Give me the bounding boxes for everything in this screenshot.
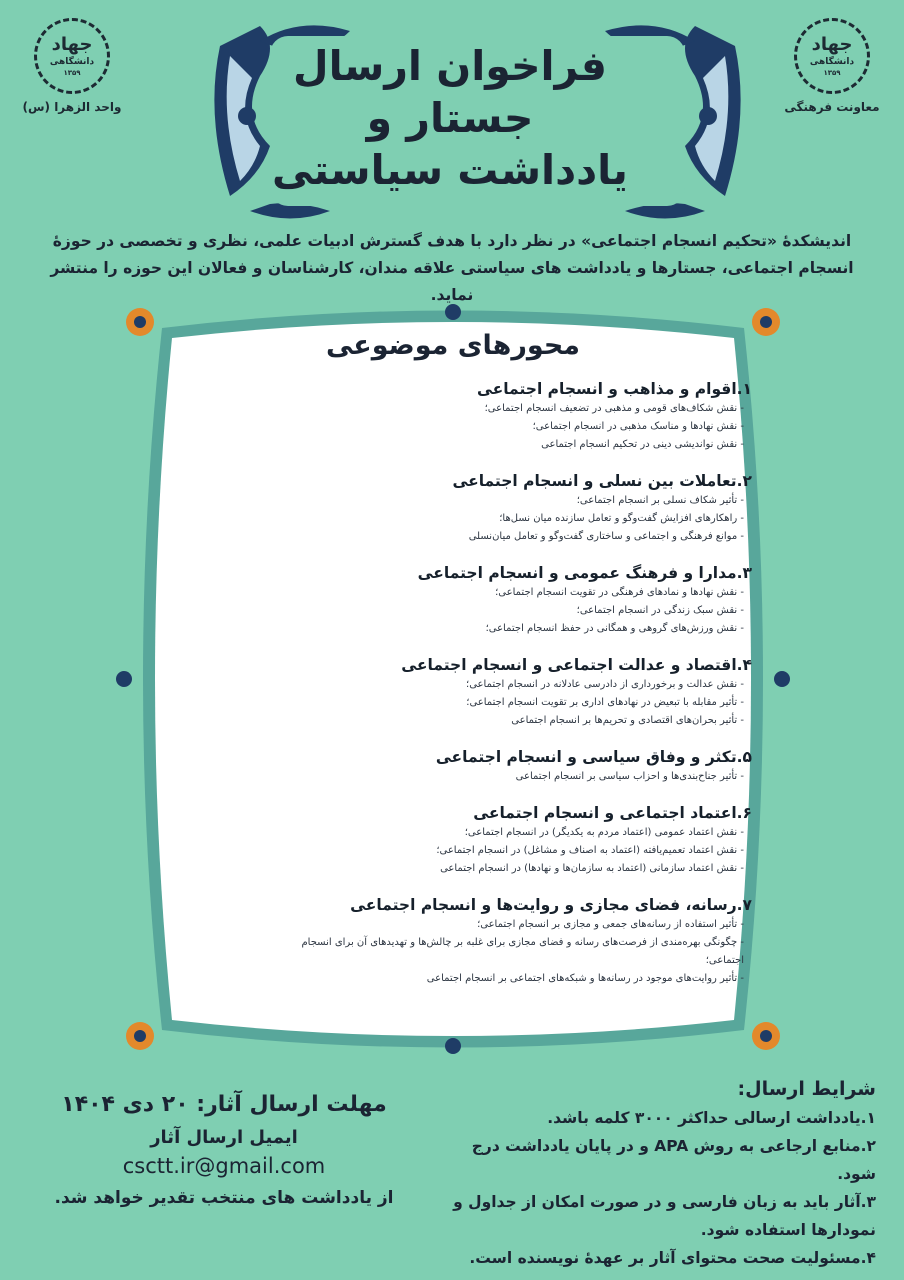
- appreciation-note: از یادداشت های منتخب تقدیر خواهد شد.: [54, 1188, 394, 1208]
- topic-item: - نقش اعتماد سازمانی (اعتماد به سازمان‌ها و نهادها) در انسجام اجتماعی: [282, 860, 752, 878]
- seal-year: ۱۳۵۹: [823, 68, 841, 77]
- jahad-seal-icon: [34, 18, 110, 94]
- topic-heading: ۶.اعتماد اجتماعی و انسجام اجتماعی: [473, 804, 752, 822]
- logo-right: [782, 18, 882, 114]
- conditions-title: شرایط ارسال:: [737, 1078, 876, 1100]
- topic-item: - نقش نواندیشی دینی در تحکیم انسجام اجتماعی: [282, 436, 752, 454]
- topic-item: - نقش اعتماد عمومی (اعتماد مردم به یکدیگر) در انسجام اجتماعی؛: [282, 824, 752, 842]
- topic-item: - تأثیر بحران‌های اقتصادی و تحریم‌ها بر انسجام اجتماعی: [282, 712, 752, 730]
- seal-word: جهاد: [51, 33, 93, 55]
- condition-item: ۳.آثار باید به زبان فارسی و در صورت امکان از جداول و نمودارها استفاده شود.: [453, 1193, 876, 1239]
- topic-7: [282, 894, 752, 988]
- topic-item: - موانع فرهنگی و اجتماعی و ساختاری گفت‌وگو و تعامل میان‌نسلی: [282, 528, 752, 546]
- topic-3: [282, 562, 752, 638]
- logo-left: [22, 18, 122, 114]
- topic-4: [282, 654, 752, 730]
- submission-conditions: [436, 1078, 876, 1272]
- topic-item: - تأثیر روایت‌های موجود در رسانه‌ها و شبکه‌های اجتماعی بر انسجام اجتماعی: [282, 970, 752, 988]
- topic-item: - نقش نهادها و مناسک مذهبی در انسجام اجتماعی؛: [282, 418, 752, 436]
- condition-item: ۱.یادداشت ارسالی حداکثر ۳۰۰۰ کلمه باشد.: [547, 1109, 876, 1127]
- topic-heading: ۳.مدارا و فرهنگ عمومی و انسجام اجتماعی: [417, 564, 752, 582]
- topic-2: [282, 470, 752, 546]
- topic-item: - تأثیر جناح‌بندی‌ها و احزاب سیاسی بر انسجام اجتماعی: [282, 768, 752, 786]
- email-address[interactable]: csctt.ir@gmail.com: [122, 1154, 326, 1178]
- topic-item: - نقش ورزش‌های گروهی و همگانی در حفظ انسجام اجتماعی؛: [282, 620, 752, 638]
- topic-heading: ۱.اقوام و مذاهب و انسجام اجتماعی: [476, 380, 752, 398]
- logo-caption-right: معاونت فرهنگی: [784, 100, 880, 114]
- page-title: [230, 40, 670, 196]
- topic-item: - تأثیر شکاف نسلی بر انسجام اجتماعی؛: [282, 492, 752, 510]
- topic-6: [282, 802, 752, 878]
- title-line-3: یادداشت سیاستی: [272, 146, 628, 194]
- topic-item: - نقش شکاف‌های قومی و مذهبی در تضعیف انسجام اجتماعی؛: [282, 400, 752, 418]
- email-label: ایمیل ارسال آثار: [150, 1127, 298, 1148]
- jahad-seal-icon: [794, 18, 870, 94]
- topic-item: - تأثیر استفاده از رسانه‌های جمعی و مجازی بر انسجام اجتماعی؛: [282, 916, 752, 934]
- seal-sub: دانشگاهی: [809, 56, 855, 67]
- condition-item: ۴.مسئولیت صحت محتوای آثار بر عهدهٔ نویسنده است.: [469, 1249, 876, 1267]
- intro-text: اندیشکدهٔ «تحکیم انسجام اجتماعی» در نظر دارد با هدف گسترش ادبیات علمی، نظری و تخصصی در حوزهٔ انسجام اجتماعی، جستارها و یادداشت های سیاستی علاقه مندان، کارشناسان و فعالان این حوزه را منتشر نماید.: [50, 232, 854, 304]
- title-line-1: فراخوان ارسال: [293, 42, 607, 90]
- deadline-block: [24, 1092, 424, 1208]
- topics-list: [282, 378, 752, 1004]
- seal-year: ۱۳۵۹: [63, 68, 81, 77]
- topic-item: - تأثیر مقابله با تبعیض در نهادهای اداری بر تقویت انسجام اجتماعی؛: [282, 694, 752, 712]
- seal-sub: دانشگاهی: [49, 56, 95, 67]
- topic-heading: ۷.رسانه، فضای مجازی و روایت‌ها و انسجام اجتماعی: [350, 896, 752, 914]
- topic-item: - چگونگی بهره‌مندی از فرصت‌های رسانه و فضای مجازی برای غلبه بر چالش‌ها و تهدیدهای آن برای انسجام اجتماعی؛: [282, 934, 752, 970]
- panel-title: محورهای موضوعی: [325, 330, 581, 361]
- seal-word: جهاد: [811, 33, 853, 55]
- condition-item: ۲.منابع ارجاعی به روش APA و در پایان یادداشت درج شود.: [471, 1137, 876, 1183]
- title-line-2: جستار و: [366, 94, 534, 142]
- topic-heading: ۵.تکثر و وفاق سیاسی و انسجام اجتماعی: [435, 748, 752, 766]
- topic-item: - نقش اعتماد تعمیم‌یافته (اعتماد به اصناف و مشاغل) در انسجام اجتماعی؛: [282, 842, 752, 860]
- topic-heading: ۴.اقتصاد و عدالت اجتماعی و انسجام اجتماعی: [401, 656, 752, 674]
- topic-item: - نقش نهادها و نمادهای فرهنگی در تقویت انسجام اجتماعی؛: [282, 584, 752, 602]
- topic-item: - راهکارهای افزایش گفت‌وگو و تعامل سازنده میان نسل‌ها؛: [282, 510, 752, 528]
- topic-1: [282, 378, 752, 454]
- logo-caption-left: واحد الزهرا (س): [22, 100, 122, 114]
- topic-heading: ۲.تعاملات بین نسلی و انسجام اجتماعی: [452, 472, 752, 490]
- deadline: مهلت ارسال آثار: ۲۰ دی ۱۴۰۴: [61, 1092, 387, 1117]
- topic-item: - نقش سبک زندگی در انسجام اجتماعی؛: [282, 602, 752, 620]
- topic-5: [282, 746, 752, 786]
- topic-item: - نقش عدالت و برخورداری از دادرسی عادلانه در انسجام اجتماعی؛: [282, 676, 752, 694]
